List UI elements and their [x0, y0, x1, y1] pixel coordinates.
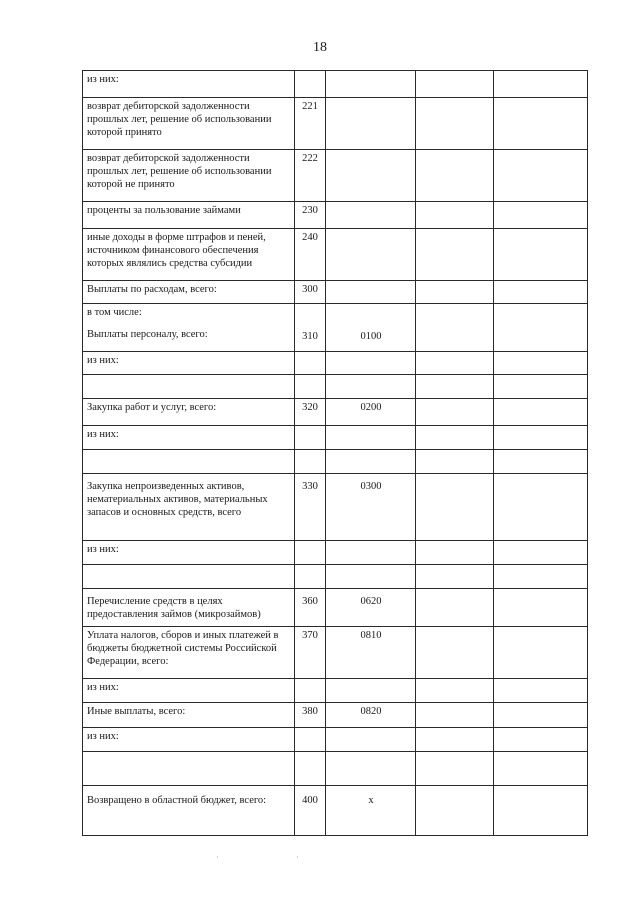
row-kbk-code: [326, 352, 416, 375]
row-empty-cell: [494, 541, 588, 565]
row-line-code: [295, 352, 326, 375]
table-row: [83, 98, 588, 150]
table-row: [83, 752, 588, 786]
row-kbk-code: [326, 426, 416, 450]
row-label: из них:: [83, 541, 295, 565]
row-label: Выплаты персоналу, всего:: [87, 329, 208, 340]
row-label: из них:: [83, 728, 295, 752]
row-kbk-code: [326, 229, 416, 281]
row-kbk-code: [326, 450, 416, 474]
table-row: [83, 426, 588, 450]
row-empty-cell: [416, 703, 494, 728]
row-empty-cell: [494, 589, 588, 627]
table-row: [83, 679, 588, 703]
row-label: Закупка работ и услуг, всего:: [83, 399, 295, 426]
row-empty-cell: [416, 150, 494, 202]
scan-speck: ·: [216, 853, 219, 862]
row-line-code: 320: [295, 399, 326, 426]
row-empty-cell: [494, 786, 588, 836]
row-empty-cell: [494, 229, 588, 281]
row-label: из них:: [83, 352, 295, 375]
row-label: [83, 375, 295, 399]
row-label: Уплата налогов, сборов и иных платежей в бюджеты бюджетной системы Российской Федерации, всего:: [83, 627, 295, 679]
row-label: возврат дебиторской задолженности прошлых лет, решение об использовании которой принято: [83, 98, 295, 150]
row-empty-cell: [494, 98, 588, 150]
row-line-code: [295, 375, 326, 399]
row-kbk-code: 0810: [326, 627, 416, 679]
row-kbk-code: 0620: [326, 589, 416, 627]
row-empty-cell: [494, 450, 588, 474]
row-empty-cell: [416, 474, 494, 541]
row-empty-cell: [494, 752, 588, 786]
row-empty-cell: [416, 541, 494, 565]
table-row: [83, 541, 588, 565]
row-kbk-code: [326, 304, 416, 352]
row-kbk-code: x: [326, 786, 416, 836]
table-row: [83, 450, 588, 474]
row-empty-cell: [494, 150, 588, 202]
row-kbk-code: [326, 71, 416, 98]
row-kbk-code: [326, 150, 416, 202]
table-row: [83, 565, 588, 589]
row-line-code: 221: [295, 98, 326, 150]
row-empty-cell: [494, 399, 588, 426]
table-row: [83, 150, 588, 202]
row-label: Выплаты по расходам, всего:: [83, 281, 295, 304]
row-line-code: 300: [295, 281, 326, 304]
table-row: [83, 589, 588, 627]
row-empty-cell: [416, 352, 494, 375]
row-line-code: 380: [295, 703, 326, 728]
row-line-code: [295, 541, 326, 565]
row-kbk-code: [326, 565, 416, 589]
table-row: [83, 202, 588, 229]
row-line-code: [295, 728, 326, 752]
row-kbk-code: 0820: [326, 703, 416, 728]
row-label: [83, 450, 295, 474]
row-label: Возвращено в областной бюджет, всего:: [83, 786, 295, 836]
row-empty-cell: [416, 450, 494, 474]
row-empty-cell: [494, 202, 588, 229]
row-line-code: [295, 304, 326, 352]
row-kbk-code-text: 0100: [360, 331, 382, 342]
row-empty-cell: [416, 202, 494, 229]
row-empty-cell: [416, 786, 494, 836]
row-empty-cell: [416, 281, 494, 304]
row-empty-cell: [416, 679, 494, 703]
row-label: [83, 565, 295, 589]
table-row: [83, 786, 588, 836]
table-row: [83, 281, 588, 304]
row-empty-cell: [494, 703, 588, 728]
table-row: [83, 627, 588, 679]
table-row: [83, 71, 588, 98]
row-line-code: 360: [295, 589, 326, 627]
row-kbk-code: [326, 375, 416, 399]
row-label: Перечисление средств в целях предоставления займов (микрозаймов): [83, 589, 295, 627]
row-label-group: [83, 304, 295, 352]
row-line-code: 240: [295, 229, 326, 281]
row-empty-cell: [494, 71, 588, 98]
row-empty-cell: [416, 375, 494, 399]
table-row: [83, 474, 588, 541]
row-label: возврат дебиторской задолженности прошлых лет, решение об использовании которой не принято: [83, 150, 295, 202]
table-row: [83, 375, 588, 399]
row-empty-cell: [416, 229, 494, 281]
row-empty-cell: [416, 399, 494, 426]
row-line-code: 330: [295, 474, 326, 541]
scan-speck: ·: [296, 853, 299, 862]
row-label-prefix: в том числе:: [87, 307, 142, 318]
row-label: из них:: [83, 679, 295, 703]
row-line-code: [295, 450, 326, 474]
row-label: иные доходы в форме штрафов и пеней, источником финансового обеспечения которых являлись средства субсидии: [83, 229, 295, 281]
row-kbk-code: [326, 281, 416, 304]
row-label: Иные выплаты, всего:: [83, 703, 295, 728]
row-label: [83, 752, 295, 786]
table-row: [83, 728, 588, 752]
row-empty-cell: [494, 627, 588, 679]
table-row: [83, 352, 588, 375]
row-line-code: [295, 71, 326, 98]
row-empty-cell: [416, 565, 494, 589]
report-table: [82, 70, 588, 836]
row-line-code: 400: [295, 786, 326, 836]
table-row: [83, 229, 588, 281]
table-row: [83, 399, 588, 426]
row-empty-cell: [494, 281, 588, 304]
row-kbk-code: [326, 98, 416, 150]
row-empty-cell: [416, 71, 494, 98]
row-kbk-code: [326, 541, 416, 565]
row-empty-cell: [494, 679, 588, 703]
table-row: [83, 703, 588, 728]
row-line-code: [295, 752, 326, 786]
row-label: Закупка непроизведенных активов, нематериальных активов, материальных запасов и основных средств, всего: [83, 474, 295, 541]
row-label: проценты за пользование займами: [83, 202, 295, 229]
row-empty-cell: [416, 728, 494, 752]
row-line-code: [295, 679, 326, 703]
row-empty-cell: [494, 565, 588, 589]
row-empty-cell: [494, 352, 588, 375]
row-line-code: 230: [295, 202, 326, 229]
row-empty-cell: [494, 728, 588, 752]
row-empty-cell: [416, 98, 494, 150]
row-line-code: [295, 565, 326, 589]
row-kbk-code: [326, 752, 416, 786]
row-label: из них:: [83, 71, 295, 98]
row-line-code: 222: [295, 150, 326, 202]
row-label: из них:: [83, 426, 295, 450]
row-kbk-code: [326, 728, 416, 752]
row-empty-cell: [416, 752, 494, 786]
row-kbk-code: 0300: [326, 474, 416, 541]
row-kbk-code: [326, 679, 416, 703]
row-empty-cell: [494, 304, 588, 352]
table-row: [83, 304, 588, 352]
row-empty-cell: [416, 589, 494, 627]
row-empty-cell: [416, 426, 494, 450]
row-empty-cell: [494, 474, 588, 541]
row-kbk-code: 0200: [326, 399, 416, 426]
row-empty-cell: [494, 426, 588, 450]
row-empty-cell: [494, 375, 588, 399]
row-empty-cell: [416, 304, 494, 352]
row-empty-cell: [416, 627, 494, 679]
page-number: 18: [313, 40, 327, 55]
row-kbk-code: [326, 202, 416, 229]
row-line-code: [295, 426, 326, 450]
row-line-code: 370: [295, 627, 326, 679]
row-line-code-text: 310: [302, 331, 318, 342]
